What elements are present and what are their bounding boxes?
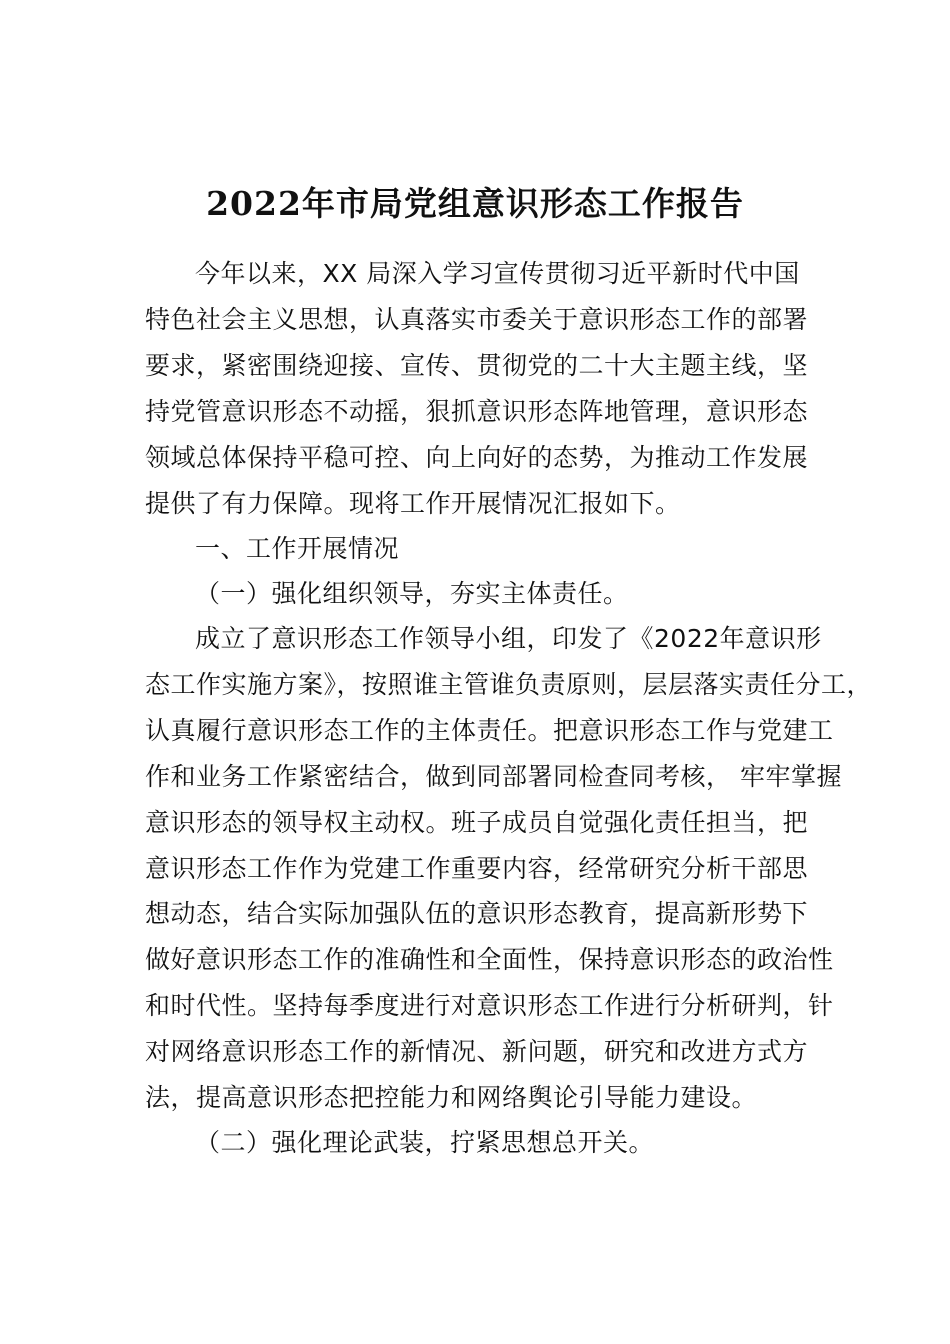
text-line: 领域总体保持平稳可控、向上向好的态势，为推动工作发展 [145, 443, 809, 472]
text-line: 和时代性。坚持每季度进行对意识形态工作进行分析研判，针 [145, 991, 834, 1020]
text-line: 对网络意识形态工作的新情况、新问题，研究和改进方式方 [145, 1037, 809, 1066]
text-line: 成立了意识形态工作领导小组，印发了《2022年意识形 [195, 624, 822, 653]
text-line: 做好意识形态工作的准确性和全面性，保持意识形态的政治性 [145, 945, 834, 974]
text-line: 意识形态的领导权主动权。班子成员自觉强化责任担当，把 [145, 808, 809, 837]
text-line: 要求，紧密围绕迎接、宣传、贯彻党的二十大主题主线，坚 [145, 351, 809, 380]
text-line: 法，提高意识形态把控能力和网络舆论引导能力建设。 [145, 1083, 758, 1112]
subsection-heading: （二）强化理论武装，拧紧思想总开关。 [195, 1128, 655, 1157]
text-line: 认真履行意识形态工作的主体责任。把意识形态工作与党建工 [145, 716, 834, 745]
subsection-heading: （一）强化组织领导，夯实主体责任。 [195, 579, 629, 608]
text-line: 作和业务工作紧密结合，做到同部署同检查同考核， 牢牢掌握 [145, 762, 842, 791]
text-line: 今年以来，XX 局深入学习宣传贯彻习近平新时代中国 [195, 259, 800, 288]
text-line: 持党管意识形态不动摇，狠抓意识形态阵地管理，意识形态 [145, 397, 809, 426]
text-line: 提供了有力保障。现将工作开展情况汇报如下。 [145, 489, 681, 518]
text-line: 想动态，结合实际加强队伍的意识形态教育，提高新形势下 [145, 899, 809, 928]
text-line: 意识形态工作作为党建工作重要内容，经常研究分析干部思 [145, 854, 809, 883]
section-heading: 一、工作开展情况 [195, 534, 400, 563]
text-line: 特色社会主义思想，认真落实市委关于意识形态工作的部署 [145, 305, 809, 334]
text-line: 态工作实施方案》，按照谁主管谁负责原则，层层落实责任分工， [145, 670, 873, 699]
document-title: 2022年市局党组意识形态工作报告 [206, 184, 744, 224]
